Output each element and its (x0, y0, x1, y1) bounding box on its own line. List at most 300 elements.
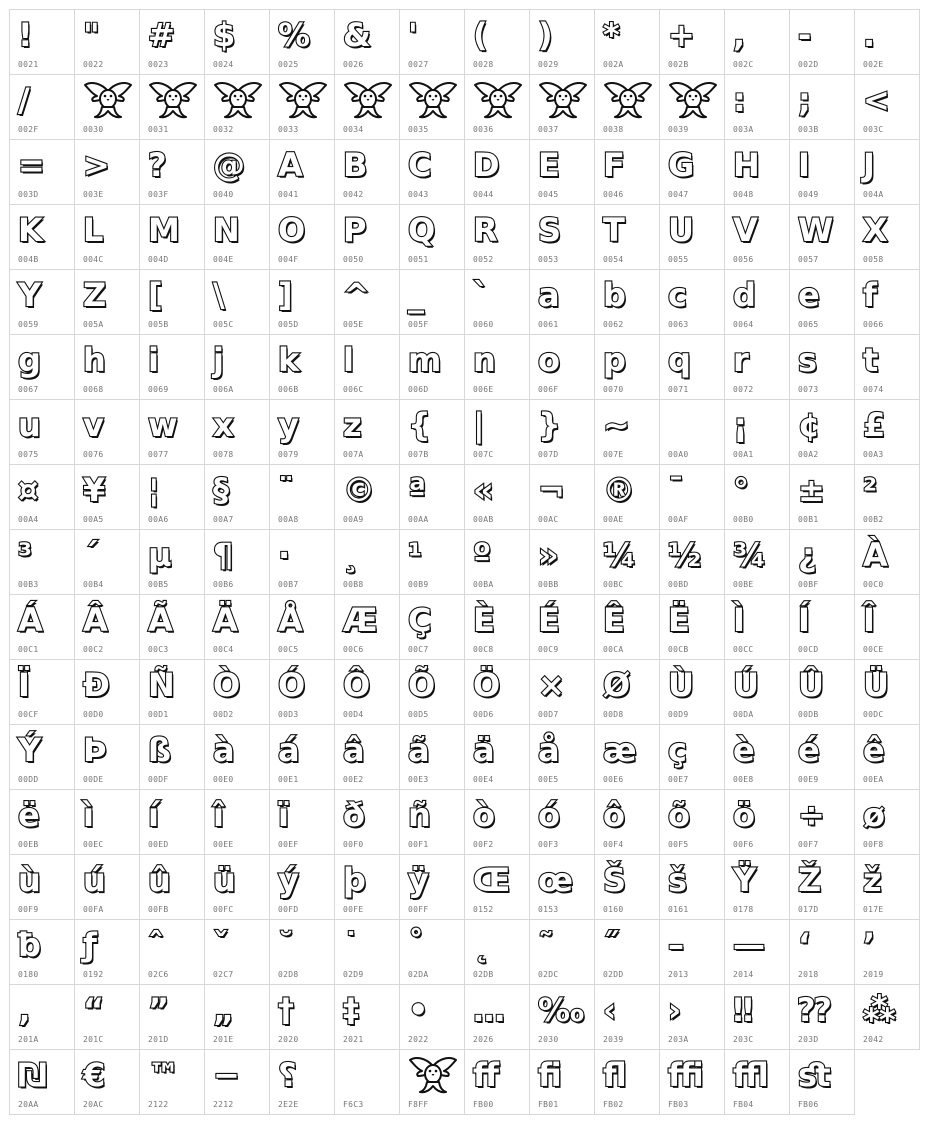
codepoint-label: 00C6 (343, 645, 364, 654)
codepoint-label: 201D (148, 1035, 169, 1044)
glyph-sample: ¿ (798, 536, 817, 574)
glyph-sample: › (668, 991, 682, 1029)
glyph-cell (269, 529, 335, 595)
glyph-sample: ƀ (18, 926, 41, 964)
glyph-cell (9, 919, 75, 985)
glyph-sample: Ø (603, 666, 631, 704)
glyph-cell (139, 1049, 205, 1115)
glyph-sample: ¸ (343, 536, 359, 574)
glyph-cell (854, 334, 920, 400)
glyph-sample: ] (278, 276, 293, 314)
codepoint-label: 0073 (798, 385, 819, 394)
glyph-cell (724, 139, 790, 205)
codepoint-label: 00FE (343, 905, 364, 914)
codepoint-label: 2013 (668, 970, 689, 979)
codepoint-label: 0055 (668, 255, 689, 264)
glyph-cell (399, 139, 465, 205)
codepoint-label: 0030 (83, 125, 104, 134)
glyph-sample: Ì (733, 601, 745, 639)
glyph-cell (464, 529, 530, 595)
codepoint-label: 2018 (798, 970, 819, 979)
codepoint-label: 002B (668, 60, 689, 69)
bird-icon (538, 79, 588, 119)
codepoint-label: 0031 (148, 125, 169, 134)
codepoint-label: 00E1 (278, 775, 299, 784)
glyph-sample: Ã (148, 601, 173, 639)
codepoint-label: 00F8 (863, 840, 884, 849)
glyph-sample: À (863, 536, 888, 574)
glyph-cell (204, 204, 270, 270)
codepoint-label: 00EA (863, 775, 884, 784)
glyph-cell (724, 269, 790, 335)
glyph-sample: ¹ (408, 536, 423, 574)
glyph-cell (74, 334, 140, 400)
glyph-cell (399, 594, 465, 660)
glyph-sample: ﬁ (538, 1056, 562, 1094)
codepoint-label: 00A4 (18, 515, 39, 524)
codepoint-label: 00C0 (863, 580, 884, 589)
codepoint-label: 0032 (213, 125, 234, 134)
codepoint-label: 00DB (798, 710, 819, 719)
glyph-sample: $ (213, 16, 236, 54)
codepoint-label: 00B8 (343, 580, 364, 589)
glyph-cell (724, 204, 790, 270)
glyph-cell (9, 789, 75, 855)
glyph-sample: “ (83, 991, 105, 1029)
glyph-cell (464, 269, 530, 335)
glyph-cell (399, 659, 465, 725)
glyph-cell (789, 9, 855, 75)
glyph-sample: ˛ (473, 926, 489, 964)
glyph-cell (9, 74, 75, 140)
glyph-sample: é (798, 731, 820, 769)
glyph-sample: / (18, 81, 30, 119)
codepoint-label: 00D1 (148, 710, 169, 719)
glyph-cell (139, 9, 205, 75)
glyph-sample: ¢ (798, 406, 821, 444)
glyph-cell (269, 464, 335, 530)
glyph-cell (204, 74, 270, 140)
codepoint-label: 2E2E (278, 1100, 299, 1109)
codepoint-label: 006D (408, 385, 429, 394)
codepoint-label: 0033 (278, 125, 299, 134)
glyph-sample: ⸮ (278, 1056, 297, 1094)
glyph-sample: < (863, 81, 890, 119)
glyph-sample: ì (83, 796, 94, 834)
glyph-sample: ÿ (408, 861, 429, 899)
codepoint-label: 02DC (538, 970, 559, 979)
codepoint-label: 00A9 (343, 515, 364, 524)
glyph-sample: × (538, 666, 565, 704)
codepoint-label: 006A (213, 385, 234, 394)
glyph-cell (399, 334, 465, 400)
glyph-cell (789, 919, 855, 985)
glyph-sample: ß (148, 731, 172, 769)
codepoint-label: 003A (733, 125, 754, 134)
glyph-sample: J (863, 146, 875, 184)
codepoint-label: 0023 (148, 60, 169, 69)
glyph-cell (74, 204, 140, 270)
glyph-cell (204, 464, 270, 530)
codepoint-label: 0065 (798, 320, 819, 329)
glyph-cell (9, 594, 75, 660)
glyph-cell (334, 74, 400, 140)
glyph-cell (464, 9, 530, 75)
codepoint-label: 003C (863, 125, 884, 134)
glyph-sample: õ (668, 796, 690, 834)
glyph-sample: Ñ (148, 666, 175, 704)
glyph-cell (789, 789, 855, 855)
codepoint-label: 005C (213, 320, 234, 329)
glyph-sample: p (603, 341, 626, 379)
codepoint-label: 00C5 (278, 645, 299, 654)
glyph-cell (854, 659, 920, 725)
glyph-sample: • (408, 991, 429, 1029)
glyph-cell (204, 659, 270, 725)
glyph-sample: L (83, 211, 104, 249)
codepoint-label: 00A6 (148, 515, 169, 524)
glyph-cell (464, 399, 530, 465)
glyph-sample: Æ (343, 601, 378, 639)
glyph-cell (74, 724, 140, 790)
glyph-sample: i (148, 341, 159, 379)
glyph-cell (724, 464, 790, 530)
codepoint-label: 00E8 (733, 775, 754, 784)
glyph-sample: Ö (473, 666, 501, 704)
glyph-cell (334, 854, 400, 920)
codepoint-label: 0044 (473, 190, 494, 199)
glyph-cell (334, 139, 400, 205)
glyph-cell (139, 204, 205, 270)
glyph-cell (529, 74, 595, 140)
glyph-sample: Ò (213, 666, 241, 704)
glyph-cell (334, 659, 400, 725)
codepoint-label: 00AF (668, 515, 689, 524)
glyph-sample: ’ (863, 926, 876, 964)
glyph-cell (529, 984, 595, 1050)
glyph-sample: Þ (83, 731, 107, 769)
codepoint-label: 00D9 (668, 710, 689, 719)
glyph-sample: š (668, 861, 688, 899)
glyph-cell (464, 919, 530, 985)
codepoint-label: 2122 (148, 1100, 169, 1109)
glyph-cell (399, 1049, 465, 1115)
glyph-sample: ™ (148, 1056, 180, 1094)
glyph-sample: Q (408, 211, 436, 249)
codepoint-label: 00B2 (863, 515, 884, 524)
glyph-sample: W (798, 211, 834, 249)
glyph-cell (204, 399, 270, 465)
glyph-sample: ﬃ (668, 1056, 704, 1094)
glyph-cell (789, 74, 855, 140)
glyph-cell (334, 204, 400, 270)
codepoint-label: FB00 (473, 1100, 494, 1109)
bird-icon (408, 1054, 458, 1094)
glyph-sample: F (603, 146, 625, 184)
glyph-sample: ë (18, 796, 40, 834)
bird-icon (343, 79, 393, 119)
codepoint-label: 005D (278, 320, 299, 329)
glyph-sample: h (83, 341, 106, 379)
glyph-cell (334, 464, 400, 530)
glyph-sample: ) (538, 16, 553, 54)
glyph-cell (399, 789, 465, 855)
glyph-cell (74, 269, 140, 335)
glyph-sample: ‘ (798, 926, 811, 964)
glyph-cell (334, 269, 400, 335)
glyph-sample: à (213, 731, 235, 769)
codepoint-label: 203D (798, 1035, 819, 1044)
codepoint-label: 00E2 (343, 775, 364, 784)
glyph-sample: ² (863, 471, 878, 509)
codepoint-label: 0076 (83, 450, 104, 459)
glyph-sample: ä (473, 731, 495, 769)
codepoint-label: 00CD (798, 645, 819, 654)
codepoint-label: 0072 (733, 385, 754, 394)
codepoint-label: 00E0 (213, 775, 234, 784)
glyph-cell (724, 1049, 790, 1115)
glyph-cell (74, 919, 140, 985)
codepoint-label: 0040 (213, 190, 234, 199)
codepoint-label: 00C1 (18, 645, 39, 654)
glyph-cell (854, 204, 920, 270)
codepoint-label: 0059 (18, 320, 39, 329)
codepoint-label: 201A (18, 1035, 39, 1044)
glyph-cell (399, 984, 465, 1050)
codepoint-label: 00F6 (733, 840, 754, 849)
glyph-sample: # (148, 16, 175, 54)
glyph-cell (269, 399, 335, 465)
glyph-sample: s (798, 341, 818, 379)
glyph-cell (659, 464, 725, 530)
glyph-sample: ò (473, 796, 495, 834)
glyph-cell (659, 269, 725, 335)
glyph-sample: è (733, 731, 755, 769)
glyph-sample: ⁇ (798, 991, 831, 1029)
glyph-cell (724, 789, 790, 855)
codepoint-label: 00DC (863, 710, 884, 719)
codepoint-label: 00F5 (668, 840, 689, 849)
glyph-sample: „ (213, 991, 235, 1029)
codepoint-label: 0043 (408, 190, 429, 199)
glyph-cell (529, 854, 595, 920)
glyph-sample: ( (473, 16, 488, 54)
codepoint-label: 00AB (473, 515, 494, 524)
codepoint-label: 00D8 (603, 710, 624, 719)
glyph-cell (464, 789, 530, 855)
glyph-cell (204, 724, 270, 790)
glyph-sample: € (83, 1056, 106, 1094)
glyph-cell (659, 984, 725, 1050)
codepoint-label: 0079 (278, 450, 299, 459)
codepoint-label: 00D2 (213, 710, 234, 719)
codepoint-label: 0058 (863, 255, 884, 264)
glyph-sample: ” (148, 991, 170, 1029)
glyph-sample: v (83, 406, 104, 444)
glyph-sample (335, 1052, 399, 1098)
codepoint-label: 00D3 (278, 710, 299, 719)
glyph-cell (724, 854, 790, 920)
codepoint-label: 00DE (83, 775, 104, 784)
codepoint-label: 00D6 (473, 710, 494, 719)
codepoint-label: 00D4 (343, 710, 364, 719)
codepoint-label: 005B (148, 320, 169, 329)
glyph-sample: ¬ (538, 471, 565, 509)
glyph-sample: ‡ (343, 991, 359, 1029)
glyph-sample: | (473, 406, 485, 444)
codepoint-label: 005E (343, 320, 364, 329)
glyph-cell (399, 854, 465, 920)
glyph-sample: O (278, 211, 306, 249)
codepoint-label: 0192 (83, 970, 104, 979)
glyph-sample: U (668, 211, 694, 249)
glyph-sample: ö (733, 796, 755, 834)
glyph-cell (399, 529, 465, 595)
glyph-cell (854, 74, 920, 140)
codepoint-label: 00CC (733, 645, 754, 654)
codepoint-label: 0178 (733, 905, 754, 914)
glyph-sample: K (18, 211, 43, 249)
glyph-cell (659, 139, 725, 205)
glyph-sample: û (148, 861, 171, 899)
codepoint-label: 0054 (603, 255, 624, 264)
glyph-sample: ï (278, 796, 289, 834)
codepoint-label: 0074 (863, 385, 884, 394)
glyph-sample: Ï (18, 666, 30, 704)
glyph-cell (74, 1049, 140, 1115)
glyph-sample: â (343, 731, 365, 769)
codepoint-label: 00EC (83, 840, 104, 849)
codepoint-label: 00EE (213, 840, 234, 849)
codepoint-label: 00AA (408, 515, 429, 524)
glyph-cell (9, 334, 75, 400)
codepoint-label: 0067 (18, 385, 39, 394)
glyph-sample: ‰ (538, 991, 585, 1029)
glyph-sample: µ (148, 536, 172, 574)
codepoint-label: 00B7 (278, 580, 299, 589)
glyph-sample: ê (863, 731, 885, 769)
glyph-cell (204, 334, 270, 400)
glyph-cell (854, 919, 920, 985)
glyph-cell (854, 9, 920, 75)
codepoint-label: 2022 (408, 1035, 429, 1044)
glyph-cell (399, 269, 465, 335)
glyph-sample: ñ (408, 796, 431, 834)
glyph-cell (269, 659, 335, 725)
glyph-cell (139, 529, 205, 595)
codepoint-label: 0041 (278, 190, 299, 199)
glyph-sample: Ó (278, 666, 306, 704)
glyph-cell (464, 984, 530, 1050)
glyph-sample: ₪ (18, 1056, 47, 1094)
codepoint-label: 0045 (538, 190, 559, 199)
glyph-cell (9, 854, 75, 920)
glyph-sample: Ê (603, 601, 625, 639)
codepoint-label: 00ED (148, 840, 169, 849)
glyph-cell (74, 594, 140, 660)
codepoint-label: 2030 (538, 1035, 559, 1044)
glyph-sample: Š (603, 861, 627, 899)
glyph-cell (399, 74, 465, 140)
glyph-cell (789, 529, 855, 595)
glyph-sample: ˚ (408, 926, 424, 964)
glyph-cell (659, 789, 725, 855)
codepoint-label: 007A (343, 450, 364, 459)
codepoint-label: 00FD (278, 905, 299, 914)
codepoint-label: 0063 (668, 320, 689, 329)
glyph-sample: ‹ (603, 991, 617, 1029)
glyph-sample: á (278, 731, 300, 769)
glyph-cell (594, 919, 660, 985)
glyph-cell (74, 399, 140, 465)
glyph-cell (269, 984, 335, 1050)
glyph-sample: ˆ (148, 926, 164, 964)
glyph-cell (659, 204, 725, 270)
glyph-sample: ç (668, 731, 687, 769)
codepoint-label: 0071 (668, 385, 689, 394)
codepoint-label: 00AE (603, 515, 624, 524)
glyph-sample: A (278, 146, 303, 184)
glyph-cell (464, 74, 530, 140)
glyph-cell (269, 269, 335, 335)
codepoint-label: 0042 (343, 190, 364, 199)
codepoint-label: 00B5 (148, 580, 169, 589)
codepoint-label: FB06 (798, 1100, 819, 1109)
glyph-sample: w (148, 406, 178, 444)
glyph-sample: ˇ (213, 926, 229, 964)
bird-icon (408, 79, 458, 119)
glyph-sample: ¥ (83, 471, 106, 509)
glyph-sample: ' (408, 16, 418, 54)
glyph-cell (659, 594, 725, 660)
codepoint-label: 0160 (603, 905, 624, 914)
glyph-cell (9, 9, 75, 75)
glyph-sample: > (83, 146, 110, 184)
glyph-cell (659, 9, 725, 75)
glyph-cell (594, 269, 660, 335)
glyph-sample: Y (18, 276, 42, 314)
glyph-sample: ˙ (343, 926, 359, 964)
glyph-cell (139, 334, 205, 400)
codepoint-label: 0061 (538, 320, 559, 329)
codepoint-label: 0029 (538, 60, 559, 69)
codepoint-label: 0028 (473, 60, 494, 69)
glyph-cell (659, 854, 725, 920)
codepoint-label: 00A8 (278, 515, 299, 524)
glyph-cell (334, 1049, 400, 1115)
glyph-cell (9, 724, 75, 790)
codepoint-label: 0053 (538, 255, 559, 264)
glyph-sample: ® (603, 471, 635, 509)
glyph-sample: Õ (408, 666, 436, 704)
codepoint-label: FB01 (538, 1100, 559, 1109)
glyph-cell (789, 269, 855, 335)
glyph-sample: º (473, 536, 492, 574)
codepoint-label: 00A7 (213, 515, 234, 524)
glyph-sample: H (733, 146, 760, 184)
glyph-cell (789, 399, 855, 465)
codepoint-label: F8FF (408, 1100, 429, 1109)
codepoint-label: 00A2 (798, 450, 819, 459)
codepoint-label: 00F2 (473, 840, 494, 849)
glyph-sample: … (473, 991, 505, 1029)
glyph-sample: É (538, 601, 560, 639)
codepoint-label: 0161 (668, 905, 689, 914)
glyph-sample: C (408, 146, 432, 184)
codepoint-label: 0078 (213, 450, 234, 459)
codepoint-label: 0034 (343, 125, 364, 134)
glyph-cell (529, 399, 595, 465)
